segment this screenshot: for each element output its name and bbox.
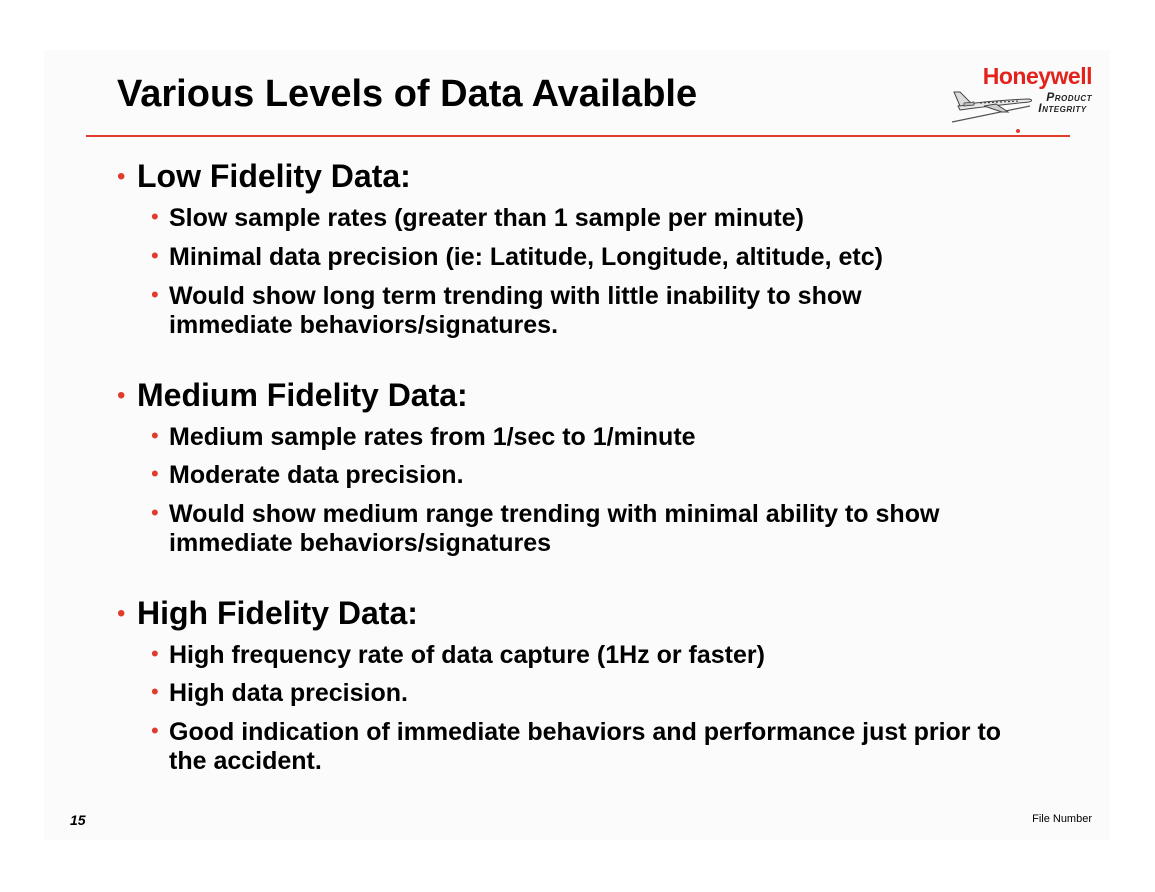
bullet-icon: • xyxy=(151,679,159,704)
honeywell-logo xyxy=(950,60,1100,128)
list-item: • Medium sample rates from 1/sec to 1/minute xyxy=(151,423,696,451)
bullet-icon: • xyxy=(117,600,126,627)
bullet-icon: • xyxy=(151,641,159,666)
page-number: 15 xyxy=(70,812,86,828)
list-item: • Slow sample rates (greater than 1 sample per minute) xyxy=(151,204,804,232)
section-heading-high: • High Fidelity Data: xyxy=(117,595,418,631)
section-heading-medium: • Medium Fidelity Data: xyxy=(117,377,468,413)
logo-line-1: Product xyxy=(1046,90,1092,104)
file-number: File Number xyxy=(1032,813,1092,825)
list-item: • Minimal data precision (ie: Latitude, Longitude, altitude, etc) xyxy=(151,243,883,271)
logo-line-2: Integrity xyxy=(1038,101,1087,115)
bullet-icon: • xyxy=(151,500,159,525)
list-item: • Would show long term trending with little inability to show immediate behaviors/signatures. xyxy=(151,282,862,339)
list-item: • High frequency rate of data capture (1Hz or faster) xyxy=(151,641,765,669)
list-item: • High data precision. xyxy=(151,679,408,707)
bullet-icon: • xyxy=(151,718,159,743)
list-item: • Good indication of immediate behaviors and performance just prior to the accident. xyxy=(151,718,1002,775)
title-divider xyxy=(86,135,1070,137)
bullet-icon: • xyxy=(151,423,159,448)
slide-title: Various Levels of Data Available xyxy=(117,73,698,115)
divider-mark xyxy=(1016,129,1020,133)
logo-subtitle xyxy=(1038,90,1092,115)
list-item: • Would show medium range trending with minimal ability to show immediate behaviors/signatures xyxy=(151,500,940,557)
bullet-icon: • xyxy=(117,163,126,190)
bullet-icon: • xyxy=(151,243,159,268)
bullet-icon: • xyxy=(151,282,159,307)
list-item: • Moderate data precision. xyxy=(151,461,464,489)
section-heading-low: • Low Fidelity Data: xyxy=(117,158,411,194)
bullet-icon: • xyxy=(117,382,126,409)
bullet-icon: • xyxy=(151,204,159,229)
bullet-icon: • xyxy=(151,461,159,486)
logo-brand: Honeywell xyxy=(982,63,1092,89)
